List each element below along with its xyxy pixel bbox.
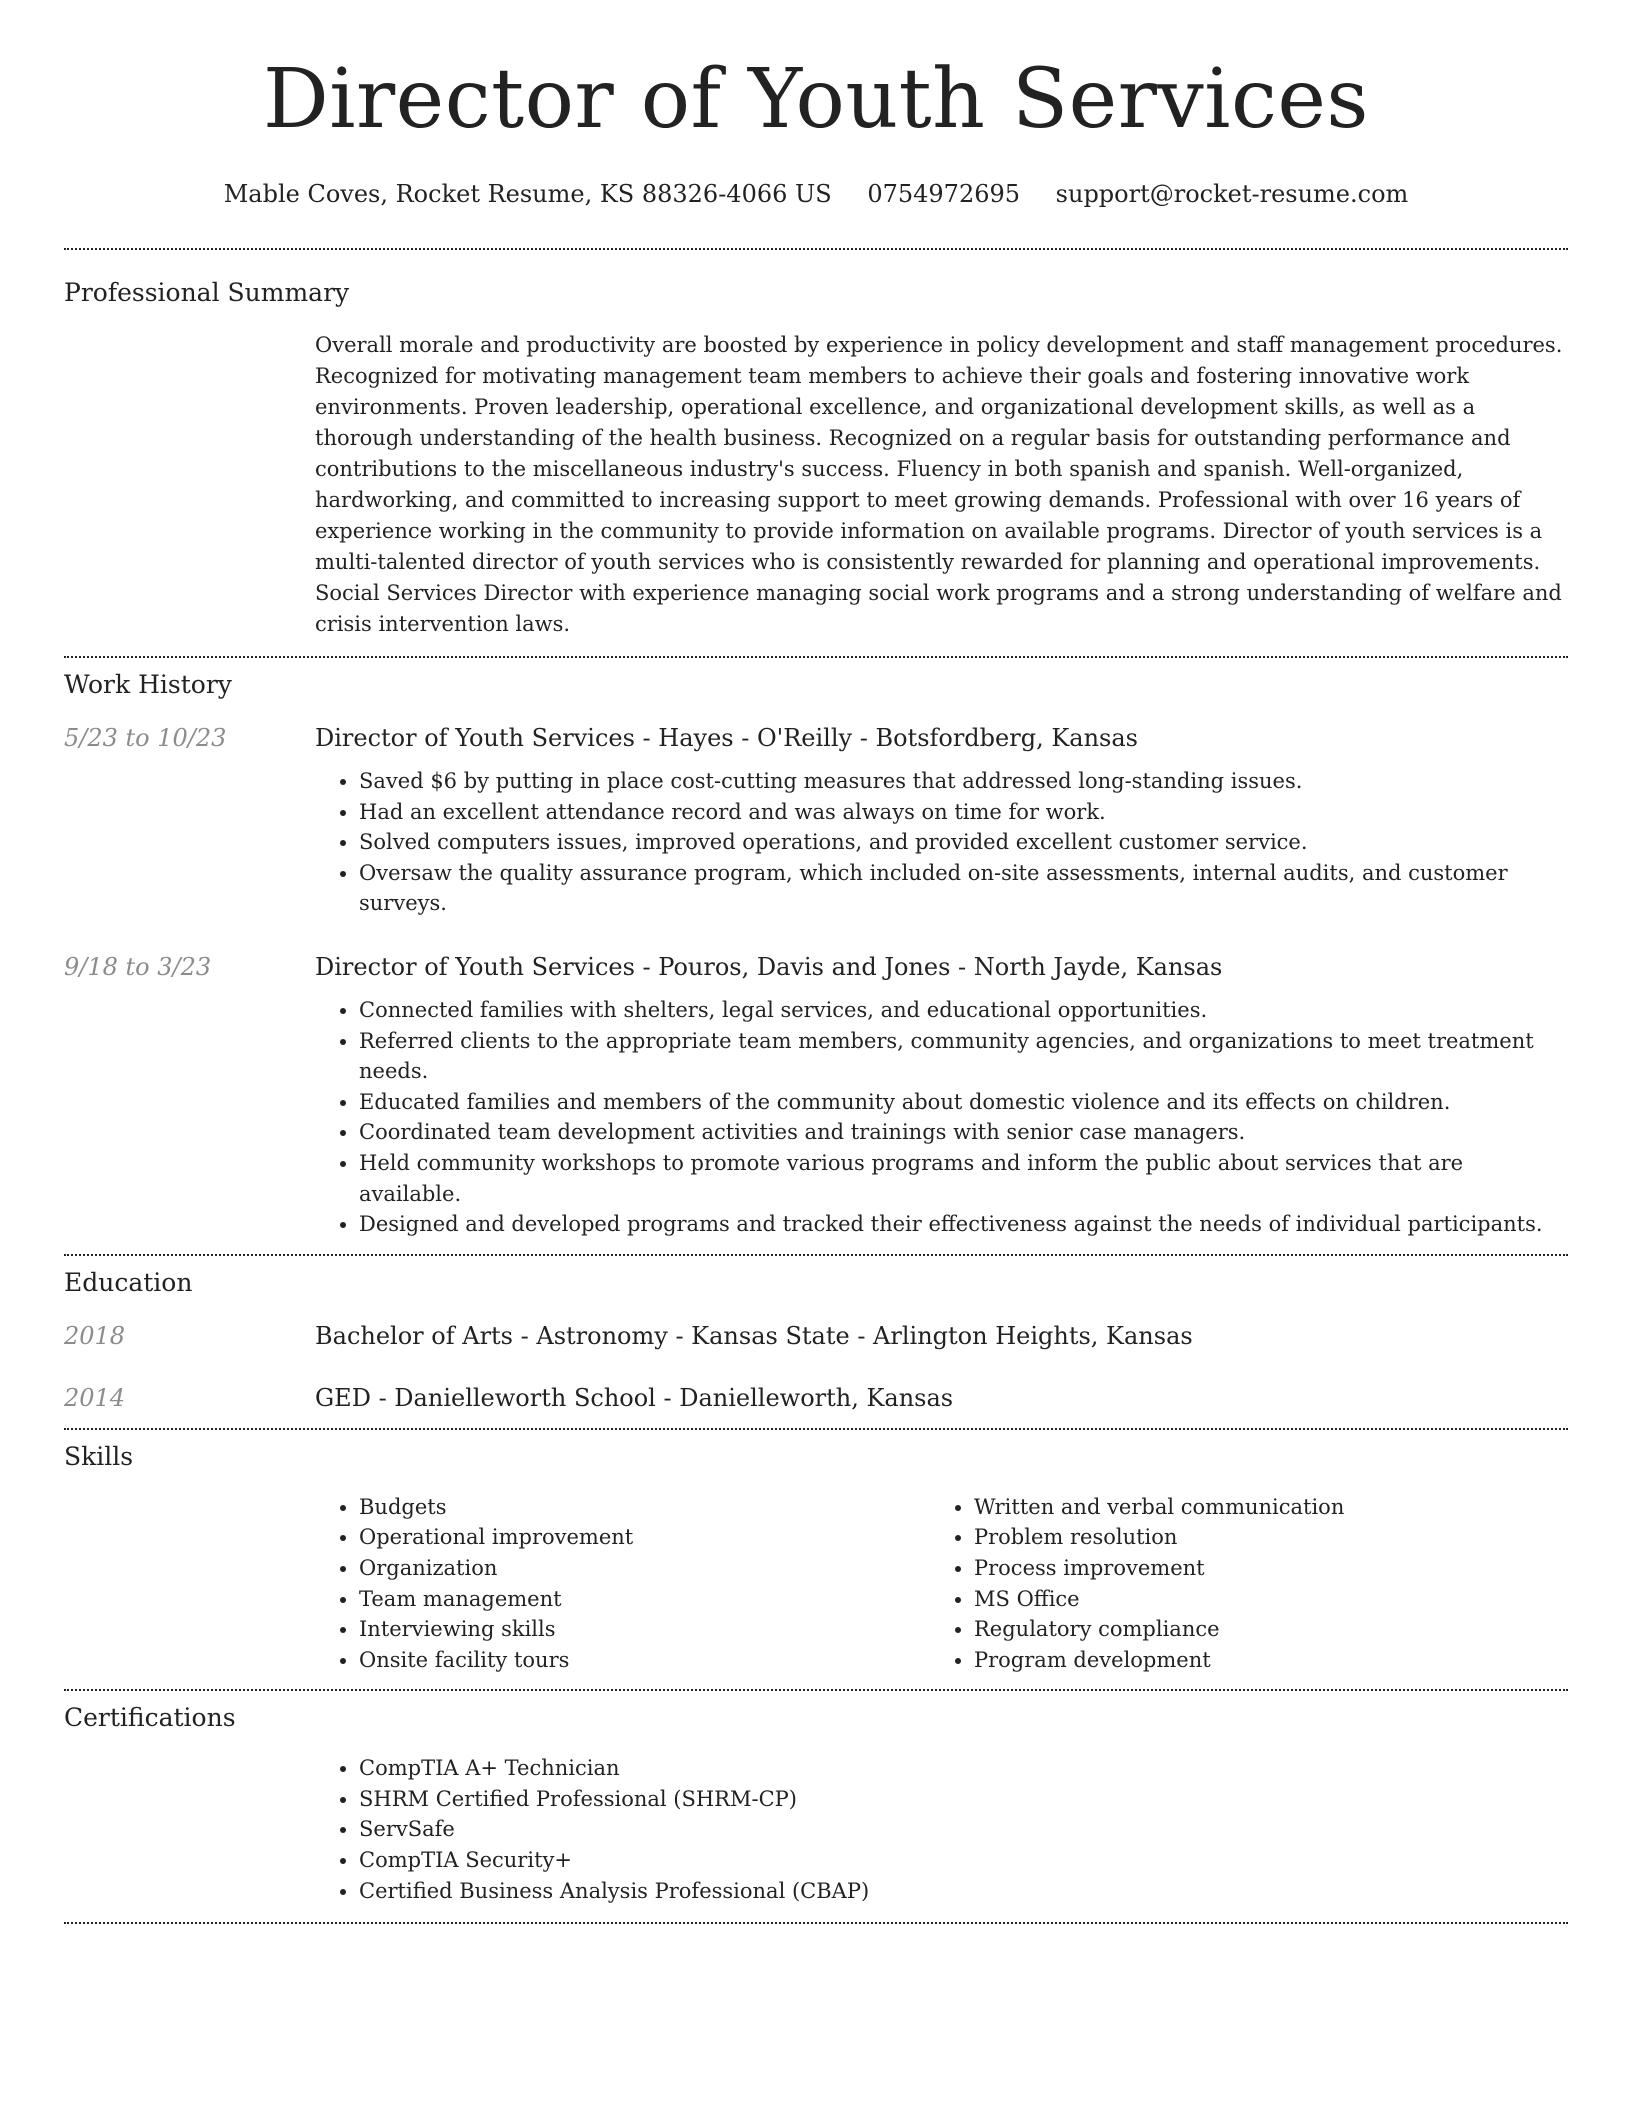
list-item: • Educated families and members of the community about domestic violence and its effects on children. [359, 1087, 1568, 1118]
list-item: • CompTIA A+ Technician [359, 1753, 1568, 1784]
list-item: • Organization [359, 1553, 930, 1584]
section-title-skills: Skills [64, 1441, 134, 1471]
work-history-section [64, 658, 1568, 1254]
list-item: • Onsite facility tours [359, 1645, 930, 1676]
job-entry [64, 724, 1568, 919]
education-heading [315, 1322, 1193, 1350]
list-item: • MS Office [974, 1584, 1545, 1615]
certifications-section [64, 1691, 1568, 1922]
education-entry [64, 1322, 1568, 1350]
list-item: • Saved $6 by putting in place cost-cutting measures that addressed long-standing issues. [359, 766, 1568, 797]
list-item: • Referred clients to the appropriate team members, community agencies, and organizations to meet treatment needs. [359, 1026, 1568, 1087]
school-location: - Danielleworth School - Danielleworth, Kansas [370, 1383, 954, 1412]
page-title: Director of Youth Services [263, 52, 1369, 147]
list-item: • Team management [359, 1584, 930, 1615]
section-title-summary: Professional Summary [64, 278, 350, 307]
list-item: • SHRM Certified Professional (SHRM-CP) [359, 1784, 1568, 1815]
job-employer-location: - Hayes - O'Reilly - Botsfordberg, Kansas [634, 724, 1138, 752]
list-item: • Coordinated team development activities and trainings with senior case managers. [359, 1117, 1568, 1148]
section-title-work-history: Work History [64, 670, 232, 699]
phone-text: 0754972695 [867, 180, 1021, 208]
list-item: • Budgets [359, 1492, 930, 1523]
list-item: • Operational improvement [359, 1522, 930, 1553]
job-dates: 5/23 to 10/23 [64, 724, 227, 752]
job-employer-location: - Pouros, Davis and Jones - North Jayde, Kansas [634, 952, 1223, 981]
education-year: 2014 [64, 1383, 126, 1412]
education-section [64, 1256, 1568, 1428]
job-bullets [315, 766, 1568, 919]
list-item: • Regulatory compliance [974, 1614, 1545, 1645]
list-item: • ServSafe [359, 1814, 1568, 1845]
job-bullets [315, 995, 1568, 1240]
list-item: • Oversaw the quality assurance program, which included on-site assessments, internal audits, and customer surveys. [359, 858, 1568, 919]
divider [64, 1922, 1568, 1924]
list-item: • Designed and developed programs and tracked their effectiveness against the needs of individual participants. [359, 1209, 1568, 1240]
job-position: Director of Youth Services [315, 724, 635, 752]
section-title-education: Education [64, 1267, 193, 1297]
list-item: • Interviewing skills [359, 1614, 930, 1645]
degree: Bachelor of Arts - Astronomy [315, 1321, 668, 1350]
education-heading [315, 1384, 953, 1412]
job-heading [315, 953, 1222, 981]
list-item: • Certified Business Analysis Professional (CBAP) [359, 1876, 1568, 1907]
school-location: - Kansas State - Arlington Heights, Kansas [667, 1321, 1193, 1350]
list-item: • Had an excellent attendance record and was always on time for work. [359, 797, 1568, 828]
certifications-list [315, 1753, 1568, 1906]
section-title-certifications: Certifications [64, 1703, 236, 1733]
summary-section [64, 250, 1568, 656]
education-year: 2018 [64, 1321, 126, 1350]
skills-list-left [315, 1492, 930, 1676]
job-heading [315, 724, 1138, 752]
contact-line [64, 178, 1568, 210]
list-item: • Solved computers issues, improved operations, and provided excellent customer service. [359, 827, 1568, 858]
list-item: • Connected families with shelters, legal services, and educational opportunities. [359, 995, 1568, 1026]
list-item: • Program development [974, 1645, 1545, 1676]
list-item: • Problem resolution [974, 1522, 1545, 1553]
education-entry [64, 1384, 1568, 1412]
job-dates: 9/18 to 3/23 [64, 952, 212, 981]
list-item: • Written and verbal communication [974, 1492, 1545, 1523]
degree: GED [315, 1383, 371, 1412]
list-item: • Process improvement [974, 1553, 1545, 1584]
job-entry [64, 953, 1568, 1240]
summary-text: Overall morale and productivity are boosted by experience in policy development and staff management procedures. Recognized for motivating management team members to achieve their goals and fostering innovative work environments. Proven leadership, operational excellence, and organizational development skills, as well as a thorough understanding of the health business. Recognized on a regular basis for outstanding performance and contributions to the miscellaneous industry's success. Fluency in both spanish and spanish. Well-organized, hardworking, and committed to increasing support to meet growing demands. Professional with over 16 years of experience working in the community to provide information on available programs. Director of youth services is a multi-talented director of youth services who is consistently rewarded for planning and operational improvements. Social Services Director with experience managing social work programs and a strong understanding of welfare and crisis intervention laws. [315, 333, 1563, 636]
address-text: Mable Coves, Rocket Resume, KS 88326-4066 US [223, 180, 832, 208]
skills-list-right [930, 1492, 1545, 1676]
skills-section [64, 1430, 1568, 1690]
list-item: • CompTIA Security+ [359, 1845, 1568, 1876]
job-position: Director of Youth Services [315, 952, 635, 981]
list-item: • Held community workshops to promote various programs and inform the public about services that are available. [359, 1148, 1568, 1209]
email-link[interactable]: support@rocket-resume.com [1055, 180, 1409, 208]
